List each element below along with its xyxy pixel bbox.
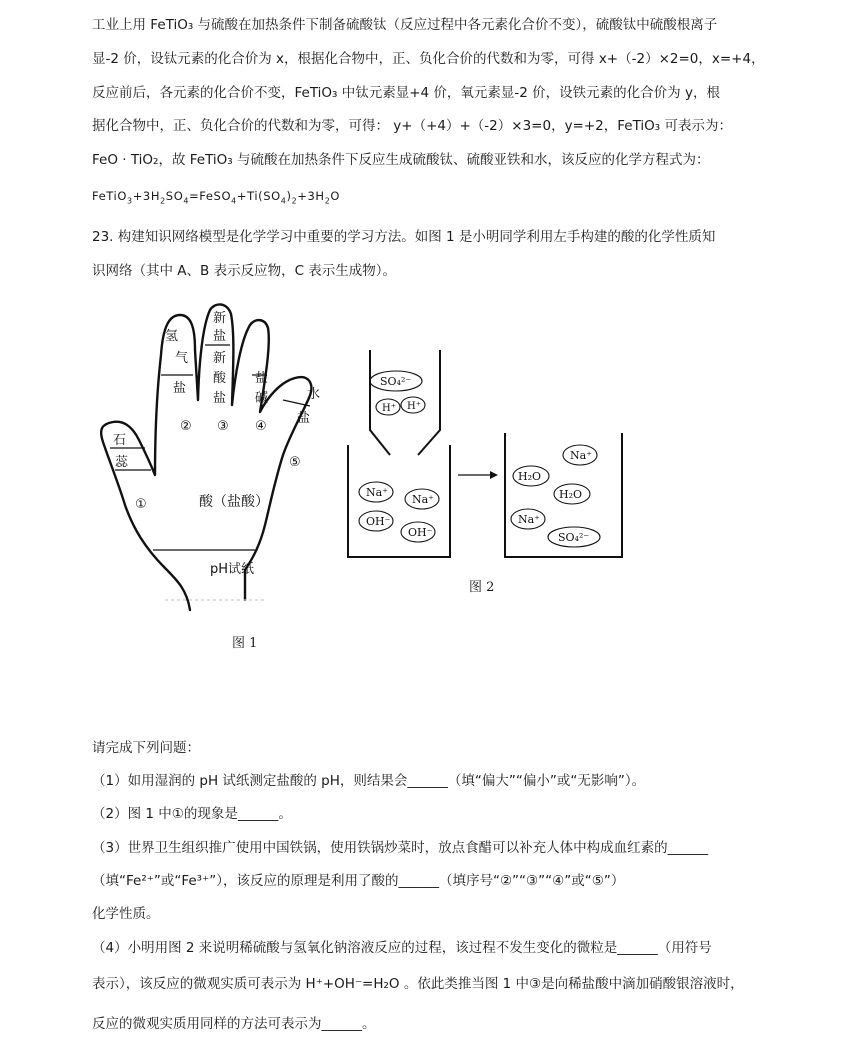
question-2: （2）图 1 中①的现象是______。 [92, 806, 292, 822]
question-3-line-1: （3）世界卫生组织推广使用中国铁锅，使用铁锅炒菜时，放点食醋可以补充人体中构成血红素的______ [92, 840, 709, 856]
thumb-text-2: 蕊 [115, 455, 129, 470]
paragraph-line-2: 显-2 价，设钛元素的化合价为 x，根据化合物中，正、负化合价的代数和为零，可得 x+（-2）×2=0，x=+4， [92, 51, 765, 67]
finger-middle-text-1: 新 [213, 311, 227, 326]
chemical-equation: $FeTiO_3+3H_2SO_4=FeSO_4+Ti(SO_4)_2+3H_2O$ [92, 189, 341, 206]
ion-h-1: H⁺ [382, 403, 396, 414]
molecule-h2o-1: H₂O [518, 470, 542, 483]
question-23-line-2: 识网络（其中 A、B 表示反应物，C 表示生成物）。 [92, 263, 397, 279]
paragraph-line-5: FeO · TiO₂，故 FeTiO₃ 与硫酸在加热条件下反应生成硫酸钛、硫酸亚铁和水，该反应的化学方程式为： [92, 152, 710, 168]
finger-middle-text-4: 酸 [213, 371, 227, 386]
ion-na-right-2: Na⁺ [518, 513, 540, 526]
finger-ring-text-1: 盐 [255, 371, 269, 386]
circle-number-1: ① [135, 497, 147, 512]
ion-oh-2: OH⁻ [408, 526, 433, 539]
finger-little-text-1: 水 [307, 387, 321, 402]
circle-number-2: ② [180, 419, 192, 434]
questions-intro: 请完成下列问题： [92, 740, 200, 756]
ion-so4-right: SO₄²⁻ [558, 531, 590, 544]
finger-little-text-2: 盐 [297, 411, 311, 426]
question-4-line-1: （4）小明用图 2 来说明稀硫酸与氢氧化钠溶液反应的过程，该过程不发生变化的微粒是______（用符号 [92, 940, 712, 956]
paragraph-line-3: 反应前后，各元素的化合价不变，FeTiO₃ 中钛元素显+4 价，氧元素显-2 价，设铁元素的化合价为 y，根 [92, 85, 720, 101]
thumb-text-1: 石 [113, 433, 127, 448]
ion-na-left-1: Na⁺ [366, 486, 388, 499]
figure-1-caption: 图 1 [232, 636, 258, 651]
paragraph-line-1: 工业上用 FeTiO₃ 与硫酸在加热条件下制备硫酸钛（反应过程中各元素化合价不变），硫酸钛中硫酸根离子 [92, 17, 718, 33]
question-23-line-1: 23. 构建知识网络模型是化学学习中重要的学习方法。如图 1 是小明同学利用左手构建的酸的化学性质知 [92, 229, 716, 245]
wrist-label: pH试纸 [210, 562, 255, 577]
finger-index-text-3: 盐 [173, 381, 187, 396]
question-1: （1）如用湿润的 pH 试纸测定盐酸的 pH，则结果会______（填“偏大”“偏小”或“无影响”）。 [92, 773, 646, 789]
figure-2-caption: 图 2 [469, 580, 495, 595]
finger-middle-text-3: 新 [213, 351, 227, 366]
paragraph-line-4: 据化合物中，正、负化合价的代数和为零，可得： y+（+4）+（-2）×3=0，y=+2，FeTiO₃ 可表示为： [92, 118, 733, 134]
ion-h-2: H⁺ [407, 401, 421, 412]
finger-index-text-2: 气 [175, 351, 189, 366]
circle-number-4: ④ [255, 419, 267, 434]
circle-number-5: ⑤ [289, 455, 301, 470]
figure-2-beakers [340, 345, 630, 560]
finger-middle-text-5: 盐 [213, 391, 227, 406]
question-3-line-3: 化学性质。 [92, 906, 160, 922]
ion-na-right-1: Na⁺ [570, 449, 592, 462]
molecule-h2o-2: H₂O [559, 488, 583, 501]
circle-number-3: ③ [217, 419, 229, 434]
ion-na-left-2: Na⁺ [412, 493, 434, 506]
ion-oh-1: OH⁻ [366, 515, 391, 528]
question-4-line-3: 反应的微观实质用同样的方法可表示为______。 [92, 1016, 376, 1032]
finger-ring-text-2: 碱 [255, 391, 269, 406]
finger-middle-text-2: 盐 [213, 329, 227, 344]
question-3-line-2: （填“Fe²⁺”或“Fe³⁺”），该反应的原理是利用了酸的______（填序号“②”“③”“④”或“⑤”） [92, 873, 625, 889]
ion-so4-left: SO₄²⁻ [380, 375, 412, 388]
question-4-line-2: 表示），该反应的微观实质可表示为 H⁺+OH⁻=H₂O 。依此类推当图 1 中③是向稀盐酸中滴加硝酸银溶液时， [92, 976, 744, 992]
finger-index-text-1: 氢 [165, 329, 179, 344]
figure-1-hand [95, 300, 345, 620]
palm-label: 酸（盐酸） [199, 494, 269, 510]
